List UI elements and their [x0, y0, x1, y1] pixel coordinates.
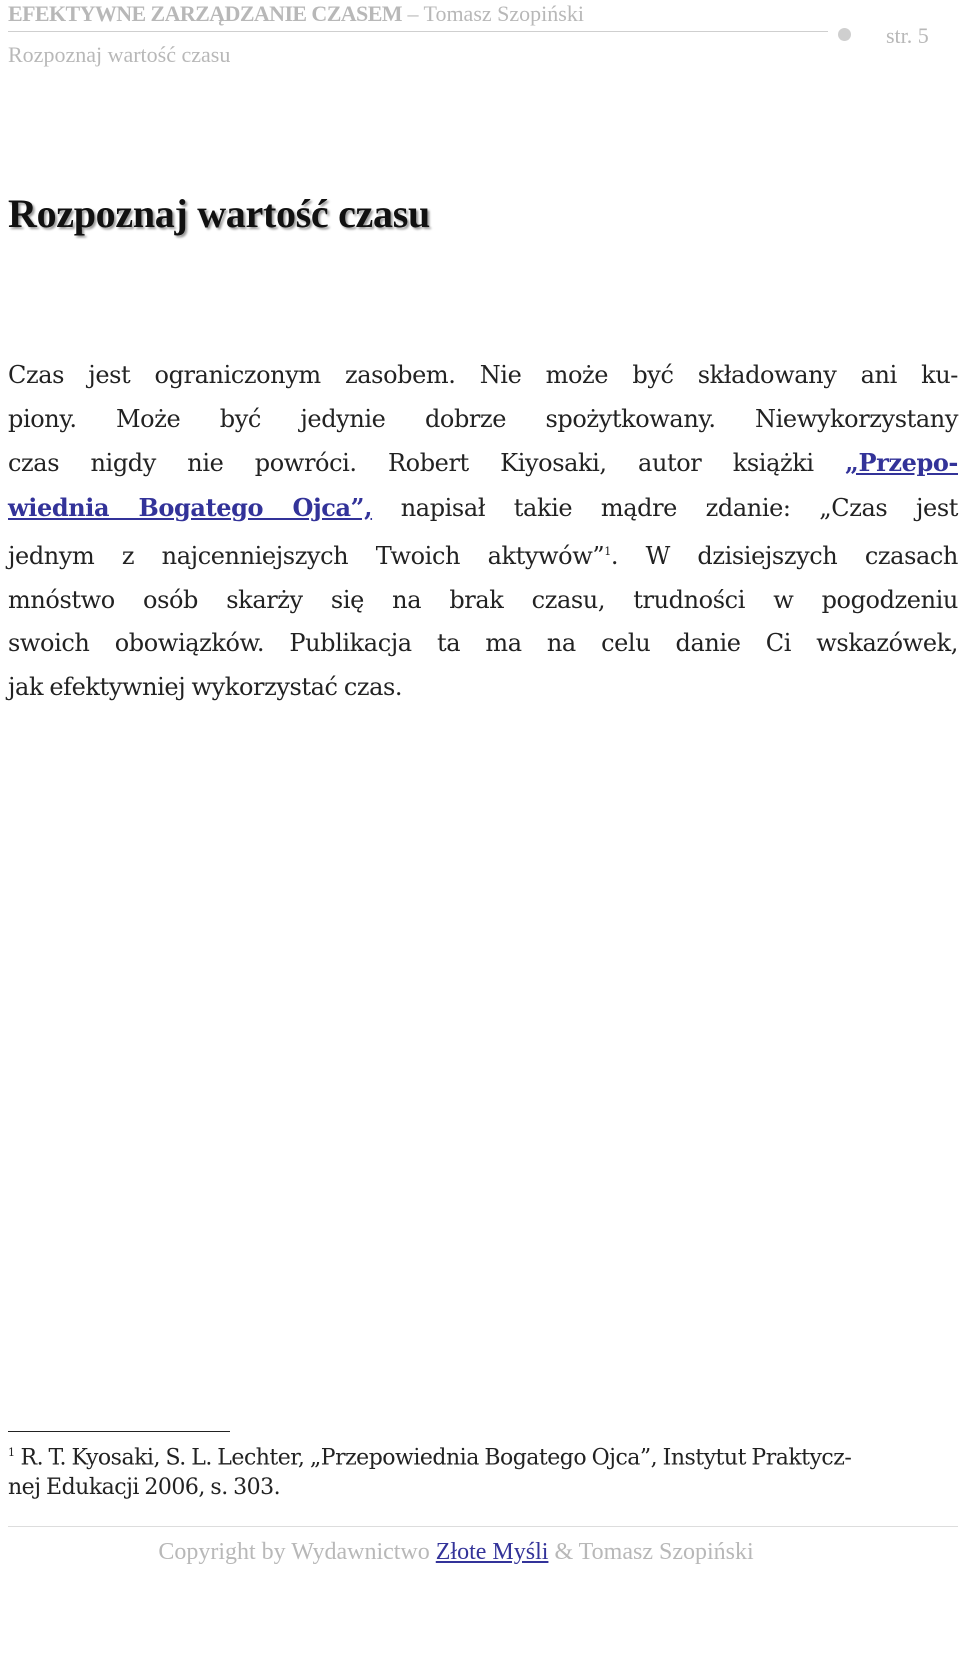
- paragraph-line: [8, 486, 958, 531]
- paragraph-text: jednym z najcenniejszych Twoich aktywów”: [8, 542, 605, 570]
- footnote-reference[interactable]: 1: [604, 545, 611, 558]
- paragraph-line: Czas jest ograniczonym zasobem. Nie może być składowany ani ku-: [8, 361, 958, 389]
- header-divider: [8, 31, 828, 32]
- paragraph-line: mnóstwo osób skarży się na brak czasu, trudności w pogodzeniu: [8, 585, 958, 614]
- paragraph-line: piony. Może być jedynie dobrze spożytkowany. Niewykorzystany: [8, 404, 958, 433]
- footer-suffix: & Tomasz Szopiński: [548, 1539, 754, 1565]
- header-dash: –: [401, 1, 424, 26]
- paragraph-text: napisał takie mądre zdanie: „Czas jest: [372, 493, 959, 522]
- footnote-mark: 1: [8, 1446, 15, 1459]
- footnote: [8, 1438, 960, 1503]
- page-number: str. 5: [886, 23, 929, 48]
- paragraph-text: czas nigdy nie powróci. Robert Kiyosaki, autor książki: [8, 449, 846, 477]
- running-header: [8, 0, 828, 28]
- publisher-link[interactable]: Złote Myśli: [435, 1539, 549, 1565]
- footnote-line: nej Edukacji 2006, s. 303.: [8, 1475, 281, 1501]
- footer-prefix: Copyright by Wydawnictwo: [158, 1539, 436, 1565]
- footnote-divider: [8, 1431, 230, 1432]
- footnote-text: R. T. Kyosaki, S. L. Lechter, „Przepowiednia Bogatego Ojca”, Instytut Praktycz-: [20, 1445, 852, 1471]
- paragraph-text: . W dzisiejszych czasach: [610, 542, 958, 570]
- book-title-link[interactable]: wiednia Bogatego Ojca”,: [8, 492, 373, 522]
- copyright-footer: [0, 1537, 912, 1567]
- bullet-icon: [838, 28, 851, 41]
- paragraph-line: swoich obowiązków. Publikacja ta ma na celu danie Ci wskazówek,: [8, 629, 958, 657]
- header-chapter: Rozpoznaj wartość czasu: [8, 42, 231, 67]
- paragraph-line: [8, 441, 958, 486]
- chapter-title: Rozpoznaj wartość czasu: [8, 191, 430, 236]
- paragraph-line: jak efektywniej wykorzystać czas.: [8, 672, 403, 701]
- header-author: Tomasz Szopiński: [423, 1, 584, 26]
- header-book-title: EFEKTYWNE ZARZĄDZANIE CZASEM: [8, 1, 402, 26]
- footnote-line: [8, 1438, 960, 1473]
- paragraph-line: [8, 530, 958, 579]
- body-paragraph: [8, 354, 958, 709]
- footer-divider: [8, 1526, 958, 1527]
- book-title-link[interactable]: „Przepo-: [845, 448, 958, 477]
